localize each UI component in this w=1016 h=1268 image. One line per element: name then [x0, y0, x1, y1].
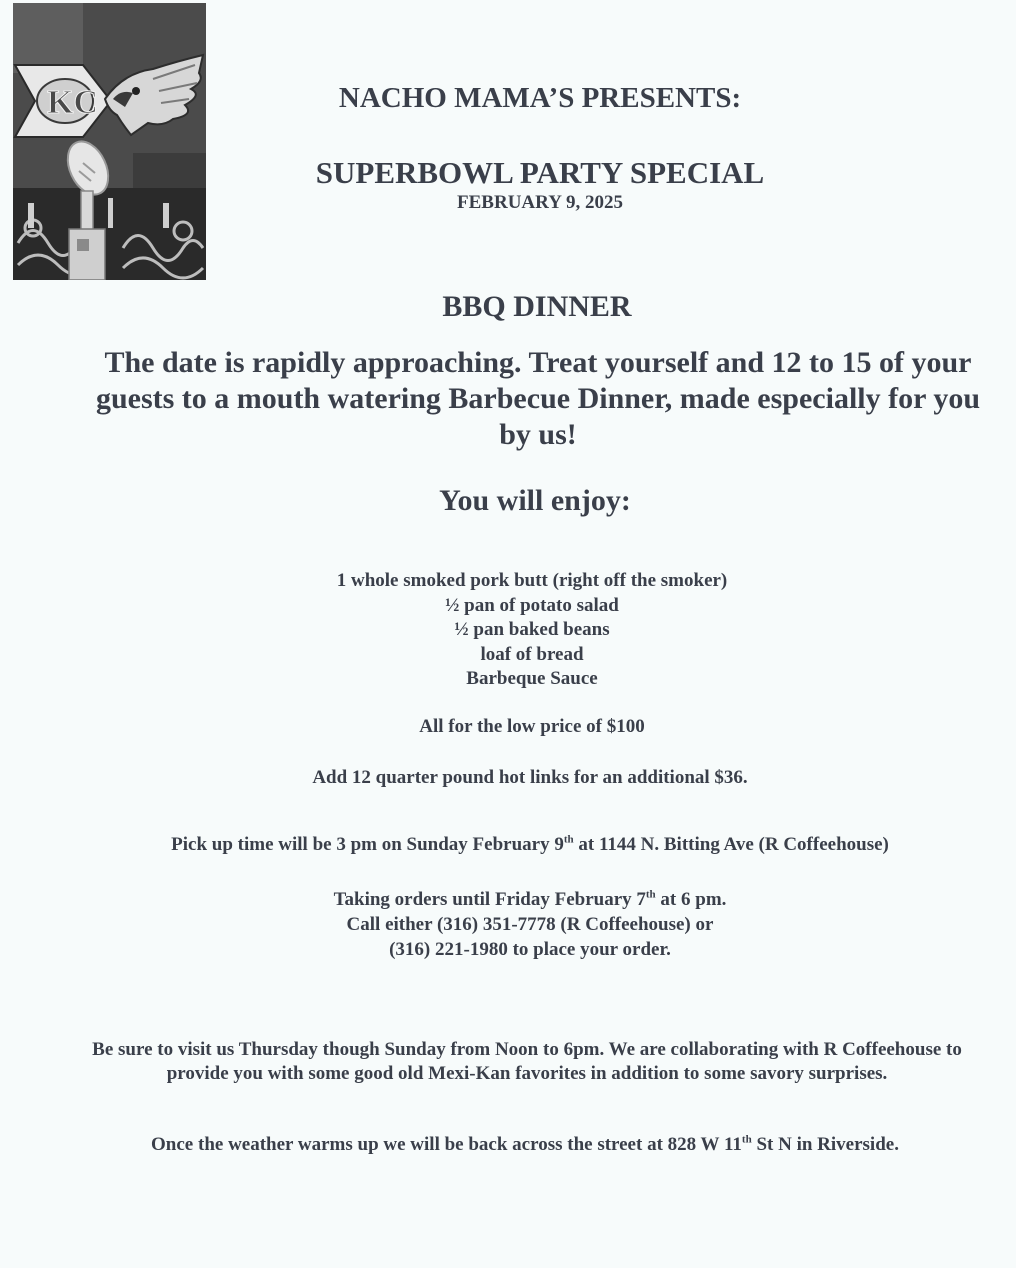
- menu-item: ½ pan baked beans: [454, 619, 610, 640]
- price-line: All for the low price of $100: [419, 716, 645, 737]
- order-phone-line-2: (316) 221-1980 to place your order.: [389, 939, 671, 960]
- hot-links-addon-line: Add 12 quarter pound hot links for an additional $36.: [312, 767, 748, 788]
- menu-item: ½ pan of potato salad: [445, 594, 619, 616]
- pickup-ordinal-suffix: th: [563, 833, 574, 846]
- order-deadline-end: at 6 pm.: [655, 889, 727, 910]
- weather-text-start: Once the weather warms up we will be back across the street at 828 W 11: [151, 1134, 742, 1155]
- event-date: FEBRUARY 9, 2025: [457, 192, 623, 213]
- visit-paragraph: Be sure to visit us Thursday though Sunday from Noon to 6pm. We are collaborating with R Coffeehouse to provide you with some good old Mexi-Kan favorites in addition to some savory surprises.: [92, 1039, 962, 1084]
- order-info-block: [230, 887, 830, 962]
- weather-text-end: St N in Riverside.: [751, 1134, 899, 1155]
- you-will-enjoy-heading: You will enjoy:: [439, 484, 631, 517]
- order-deadline-line: [230, 887, 830, 912]
- weather-ordinal-suffix: th: [741, 1133, 752, 1146]
- pickup-text-end: at 1144 N. Bitting Ave (R Coffeehouse): [573, 834, 889, 855]
- bbq-dinner-heading: BBQ DINNER: [442, 290, 632, 323]
- order-deadline-ordinal-suffix: th: [645, 888, 656, 901]
- presents-heading: NACHO MAMA’S PRESENTS:: [338, 82, 742, 114]
- pickup-info-line: [100, 834, 960, 856]
- menu-item: 1 whole smoked pork butt (right off the smoker): [336, 570, 728, 591]
- menu-item: loaf of bread: [480, 643, 584, 665]
- pickup-text-start: Pick up time will be 3 pm on Sunday February 9: [171, 834, 564, 855]
- order-deadline-start: Taking orders until Friday February 7: [333, 889, 646, 910]
- order-phone-line-1: Call either (316) 351-7778 (R Coffeehouse) or: [346, 914, 714, 935]
- kc-logo-text: KC: [47, 84, 98, 121]
- menu-item: Barbeque Sauce: [466, 668, 598, 689]
- intro-paragraph: The date is rapidly approaching. Treat yourself and 12 to 15 of your guests to a mouth watering Barbecue Dinner, made especially for you by us!: [95, 346, 981, 451]
- menu-list: [232, 569, 832, 692]
- weather-location-line: [90, 1134, 960, 1156]
- superbowl-special-heading: SUPERBOWL PARTY SPECIAL: [315, 155, 765, 190]
- superbowl-logo-image: [13, 3, 206, 280]
